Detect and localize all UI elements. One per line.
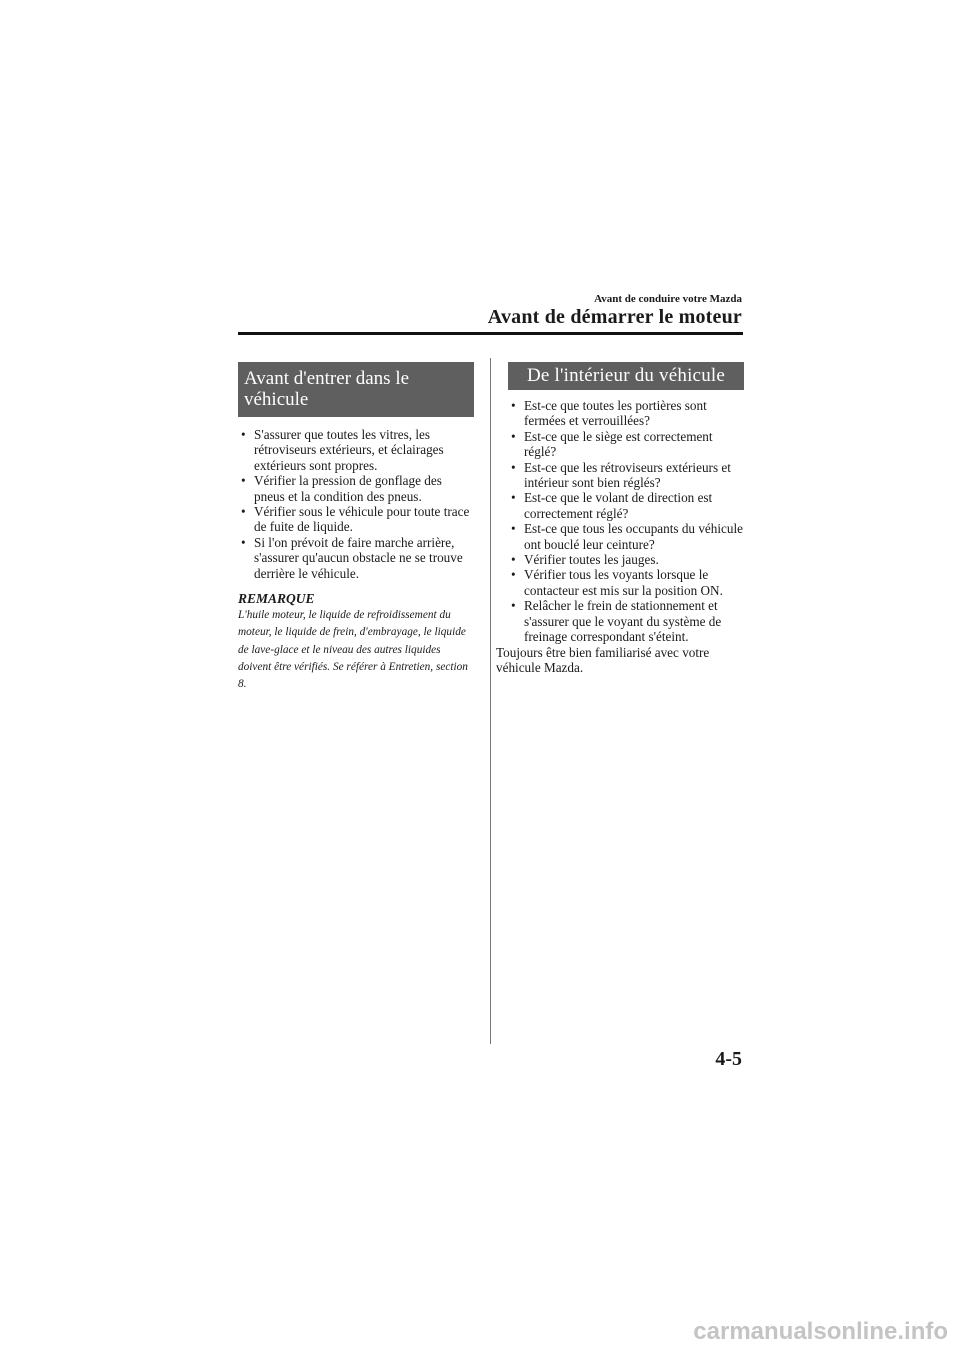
- list-item: • Si l'on prévoit de faire marche arrière, s'assurer qu'aucun obstacle ne se trouve derrière le véhicule.: [241, 534, 463, 581]
- chapter-title: Avant de conduire votre Mazda: [594, 293, 742, 305]
- bullet-icon: •: [511, 567, 516, 583]
- list-item: • Est-ce que le siège est correctement réglé?: [511, 428, 713, 460]
- list-item: • Est-ce que le volant de direction est correctement réglé?: [511, 490, 713, 521]
- bullet-icon: •: [511, 428, 516, 444]
- left-bullet-list: [238, 427, 474, 581]
- note-block: [238, 591, 474, 693]
- list-item: • Est-ce que toutes les portières sont fermées et verrouillées?: [511, 398, 707, 429]
- section-title: Avant de démarrer le moteur: [487, 306, 742, 328]
- list-item: • Vérifier toutes les jauges.: [511, 552, 659, 568]
- list-item: • Est-ce que les rétroviseurs extérieurs et intérieur sont bien réglés?: [511, 459, 731, 491]
- list-item: • S'assurer que toutes les vitres, les rétroviseurs extérieurs, et éclairages extérieurs sont propres.: [241, 427, 444, 473]
- bullet-icon: •: [511, 552, 516, 568]
- header-rule: [238, 332, 743, 335]
- left-column: [238, 362, 474, 694]
- page-number: 4-5: [715, 1048, 742, 1070]
- list-item: • Vérifier sous le véhicule pour toute trace de fuite de liquide.: [241, 504, 470, 535]
- bullet-icon: •: [511, 398, 516, 413]
- bullet-icon: •: [511, 490, 516, 506]
- bullet-icon: •: [241, 427, 246, 442]
- bullet-icon: •: [241, 534, 246, 550]
- note-title: REMARQUE: [238, 591, 315, 607]
- note-body: L'huile moteur, le liquide de refroidissement du moteur, le liquide de frein, d'embrayage, le liquide de lave-glace et le niveau des autres liquides doivent être vérifiés. Se référer à Entretien, section 8.: [238, 609, 468, 691]
- column-divider: [490, 358, 491, 1044]
- bullet-icon: •: [511, 459, 516, 475]
- list-item: • Est-ce que tous les occupants du véhicule ont bouclé leur ceinture?: [511, 521, 743, 552]
- watermark-link[interactable]: carmanualsonline.info: [693, 1318, 948, 1345]
- bullet-icon: •: [511, 598, 516, 614]
- bullet-icon: •: [511, 521, 516, 537]
- right-bullet-list: [508, 398, 744, 645]
- bullet-icon: •: [241, 504, 246, 520]
- right-column: [496, 362, 744, 675]
- left-heading: Avant d'entrer dans le véhicule: [238, 362, 474, 417]
- list-item: • Relâcher le frein de stationnement et s'assurer que le voyant du système de freinage correspondant s'éteint.: [511, 598, 722, 645]
- bullet-icon: •: [241, 473, 246, 489]
- right-heading: De l'intérieur du véhicule: [508, 362, 744, 390]
- list-item: • Vérifier la pression de gonflage des pneus et la condition des pneus.: [241, 473, 442, 504]
- list-item: • Vérifier tous les voyants lorsque le contacteur est mis sur la position ON.: [511, 567, 723, 598]
- closing-text: Toujours être bien familiarisé avec votre véhicule Mazda.: [496, 644, 710, 675]
